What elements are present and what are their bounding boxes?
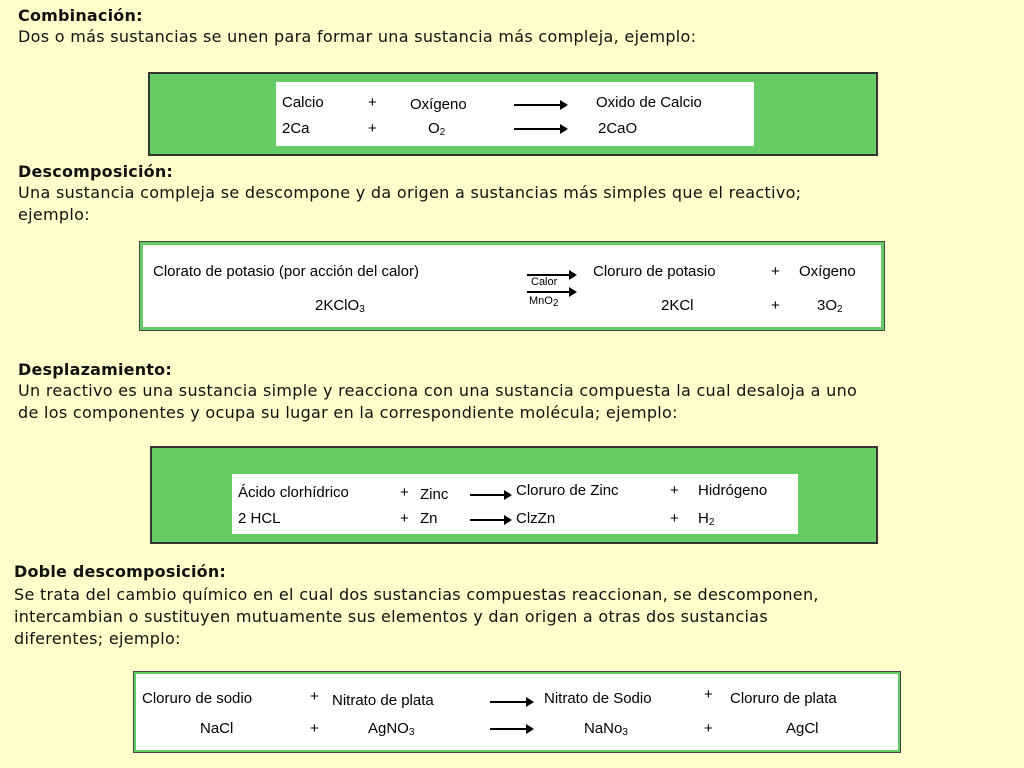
reactant-nitrato-de-plata: Nitrato de plata bbox=[332, 692, 434, 709]
reaction-arrow bbox=[527, 291, 575, 293]
product-oxido-de-calcio: Oxido de Calcio bbox=[596, 94, 702, 111]
formula-clzzn: ClzZn bbox=[516, 510, 556, 527]
plus-sign: + bbox=[704, 720, 713, 737]
formula-2ca: 2Ca bbox=[282, 120, 310, 137]
formula-agno3: AgNO$_3$ bbox=[368, 720, 415, 738]
product-nitrato-de-sodio: Nitrato de Sodio bbox=[544, 690, 652, 707]
product-hidrogeno: Hidrógeno bbox=[698, 482, 768, 499]
product-cloruro-de-plata: Cloruro de plata bbox=[730, 690, 837, 707]
formula-o2: $O_2$ bbox=[428, 120, 446, 138]
formula-agcl: AgCl bbox=[786, 720, 819, 737]
plus-sign: + bbox=[670, 510, 679, 527]
reaction-arrow bbox=[470, 494, 510, 496]
desplazamiento-description: Un reactivo es una sustancia simple y reacciona con una sustancia compuesta la cual desaloja a uno de los componentes y ocupa su lugar en la correspondiente molécula; ejemplo: bbox=[18, 381, 858, 422]
product-cloruro-de-potasio: Cloruro de potasio bbox=[593, 263, 716, 280]
reactant-oxigeno: Oxígeno bbox=[410, 96, 467, 113]
reaction-arrow bbox=[514, 128, 566, 130]
doble-descomposicion-title: Doble descomposición: bbox=[14, 562, 227, 581]
descomposicion-equation-box bbox=[140, 242, 884, 330]
reaction-arrow bbox=[470, 519, 510, 521]
plus-sign: + bbox=[670, 482, 679, 499]
condition-calor: Calor bbox=[531, 276, 558, 288]
combinacion-title: Combinación: bbox=[18, 6, 143, 25]
formula-2kclo3: 2KClO$_3$ bbox=[315, 297, 365, 315]
combinacion-equation-panel bbox=[276, 82, 754, 146]
desplazamiento-title: Desplazamiento: bbox=[18, 360, 172, 379]
desplazamiento-equation-box bbox=[150, 446, 878, 544]
plus-sign: + bbox=[310, 720, 319, 737]
reactant-clorato-de-potasio: Clorato de potasio (por acción del calor) bbox=[153, 263, 419, 280]
formula-2kcl: 2KCl bbox=[661, 297, 694, 314]
combinacion-description: Dos o más sustancias se unen para formar una sustancia más compleja, ejemplo: bbox=[18, 27, 697, 46]
doble-descomposicion-equation-box bbox=[134, 672, 900, 752]
formula-zn: Zn bbox=[420, 510, 438, 527]
plus-sign: + bbox=[771, 297, 780, 314]
plus-sign: + bbox=[310, 688, 319, 705]
formula-2cao: 2CaO bbox=[598, 120, 638, 137]
catalyst-mno2: MnO$_2$ bbox=[529, 295, 559, 309]
desplazamiento-equation-panel bbox=[232, 474, 798, 534]
reactant-acido-clorhidrico: Ácido clorhídrico bbox=[238, 484, 349, 501]
reaction-arrow bbox=[514, 104, 566, 106]
reactant-calcio: Calcio bbox=[282, 94, 324, 111]
plus-sign: + bbox=[704, 686, 713, 703]
descomposicion-title: Descomposición: bbox=[18, 162, 174, 181]
combinacion-equation-box bbox=[148, 72, 878, 156]
formula-nano3: NaNo$_3$ bbox=[584, 720, 628, 738]
descomposicion-description: Una sustancia compleja se descompone y da origen a sustancias más simples que el reactivo; ejemplo: bbox=[18, 183, 802, 224]
reaction-arrow bbox=[490, 701, 532, 703]
reaction-arrow bbox=[490, 728, 532, 730]
formula-2hcl: 2 HCL bbox=[238, 510, 281, 527]
plus-sign: + bbox=[400, 510, 409, 527]
product-oxigeno: Oxígeno bbox=[799, 263, 856, 280]
formula-h2: $H_2$ bbox=[698, 510, 715, 528]
formula-3o2: $3O_2$ bbox=[817, 297, 843, 315]
plus-sign: + bbox=[368, 94, 377, 111]
plus-sign: + bbox=[771, 263, 780, 280]
reactant-zinc: Zinc bbox=[420, 486, 449, 503]
doble-descomposicion-description: Se trata del cambio químico en el cual dos sustancias compuestas reaccionan, se descomponen, intercambian o sustituyen mutuamente sus elementos y dan origen a otras dos sustancias diferentes; ejemplo: bbox=[14, 585, 819, 648]
product-cloruro-de-zinc: Cloruro de Zinc bbox=[516, 482, 619, 499]
plus-sign: + bbox=[400, 484, 409, 501]
reactant-cloruro-de-sodio: Cloruro de sodio bbox=[142, 690, 253, 707]
plus-sign: + bbox=[368, 120, 377, 137]
formula-nacl: NaCl bbox=[200, 720, 234, 737]
